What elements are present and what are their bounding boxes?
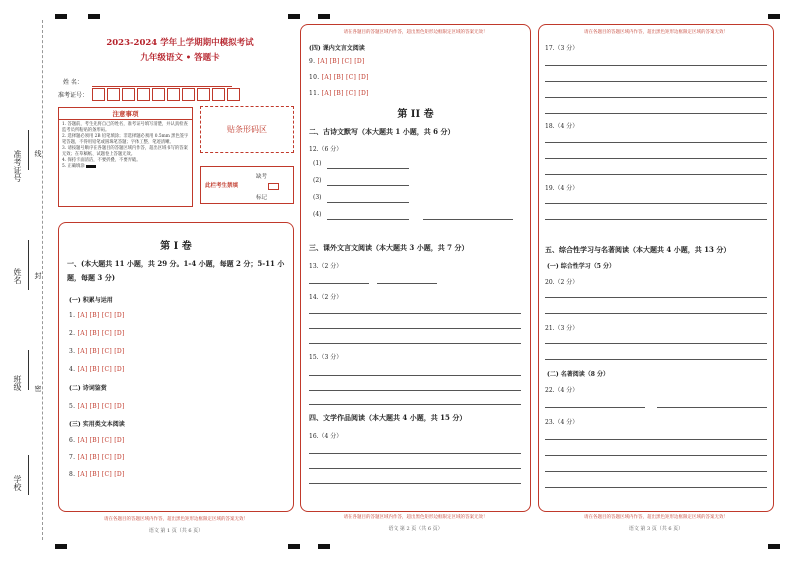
alignment-mark bbox=[288, 14, 300, 19]
q20-label: 20.（2 分） bbox=[545, 279, 579, 286]
absent-left-label: 此栏考生禁填 bbox=[205, 183, 239, 189]
side-label-mi: 密 bbox=[34, 385, 42, 392]
notice-item: 4. 保持卡面清洁，不要折叠、不要弄破。 bbox=[62, 158, 141, 163]
alignment-mark bbox=[318, 14, 330, 19]
mc-row-6[interactable]: 6. [A] [B] [C] [D] bbox=[69, 437, 125, 444]
answer-line[interactable] bbox=[545, 142, 767, 143]
q21-label: 21.（3 分） bbox=[545, 325, 579, 332]
page1-warning: 请在各题目的答题区域内作答，超出黑色矩形边框限定区域的答案无效！ bbox=[104, 517, 248, 522]
part2-title: 二、古诗文默写（本大题共 1 小题，共 6 分） bbox=[309, 127, 455, 136]
answer-line[interactable] bbox=[309, 328, 521, 329]
alignment-mark bbox=[55, 544, 67, 549]
barcode-area bbox=[200, 106, 294, 153]
answer-line[interactable] bbox=[309, 404, 521, 405]
q12-item-2: (2) bbox=[313, 177, 322, 184]
side-line bbox=[28, 455, 29, 495]
part3-title: 三、课外文言文阅读（本大题共 3 小题，共 7 分） bbox=[309, 243, 469, 252]
sub-a-title: (一) 综合性学习（5 分） bbox=[547, 263, 616, 270]
mc-row-11[interactable]: 11. [A] [B] [C] [D] bbox=[309, 90, 369, 97]
name-input-line[interactable] bbox=[92, 86, 232, 87]
q19-label: 19.（4 分） bbox=[545, 185, 579, 192]
notice-item-fill: 5. 正确填涂 bbox=[62, 164, 189, 170]
name-label: 姓 名： bbox=[63, 79, 83, 86]
sub-b-title: (二) 名著阅读（8 分） bbox=[547, 371, 610, 378]
side-line bbox=[28, 130, 29, 170]
answer-line[interactable] bbox=[309, 375, 521, 376]
id-box[interactable] bbox=[212, 88, 225, 101]
id-box[interactable] bbox=[152, 88, 165, 101]
answer-line[interactable] bbox=[309, 343, 521, 344]
mc-row-5[interactable]: 5. [A] [B] [C] [D] bbox=[69, 403, 125, 410]
q12-item-1: (1) bbox=[313, 160, 322, 167]
sub3-title: (三) 实用类文本阅读 bbox=[69, 421, 125, 428]
id-label: 准考证号： bbox=[58, 92, 89, 99]
q15-label: 15.（3 分） bbox=[309, 354, 343, 361]
mc-row-9[interactable]: 9. [A] [B] [C] [D] bbox=[309, 58, 365, 65]
q17-label: 17.（3 分） bbox=[545, 45, 579, 52]
notice-box bbox=[58, 107, 193, 207]
q12-item-3: (3) bbox=[313, 194, 322, 201]
answer-line[interactable] bbox=[545, 65, 767, 66]
page3-warning: 请在各题目的答题区域内作答，超出黑色矩形边框限定区域的答案无效！ bbox=[584, 515, 728, 520]
side-label-feng: 封 bbox=[34, 272, 42, 279]
page2-answer-panel bbox=[300, 24, 531, 512]
q14-label: 14.（2 分） bbox=[309, 294, 343, 301]
answer-line[interactable] bbox=[545, 81, 767, 82]
q13-label: 13.（2 分） bbox=[309, 263, 343, 270]
sub1-title: (一) 积累与运用 bbox=[69, 297, 113, 304]
answer-line[interactable] bbox=[657, 407, 767, 408]
side-line bbox=[28, 240, 29, 290]
answer-line[interactable] bbox=[327, 168, 409, 169]
side-line bbox=[28, 350, 29, 390]
sub2-title: (二) 诗词鉴赏 bbox=[69, 385, 107, 392]
side-label-xingming: 姓名 bbox=[13, 268, 22, 284]
side-label-xuexiao: 学校 bbox=[13, 475, 22, 491]
exam-subtitle: 九年级语文 • 答题卡 bbox=[140, 53, 220, 63]
answer-line[interactable] bbox=[545, 203, 767, 204]
q22-label: 22.（4 分） bbox=[545, 387, 579, 394]
q16-label: 16.（4 分） bbox=[309, 433, 343, 440]
page3-warning-top: 请在各题目的答题区域内作答，超出黑色矩形边框限定区域的答案无效！ bbox=[584, 30, 728, 35]
mc-row-2[interactable]: 2. [A] [B] [C] [D] bbox=[69, 330, 125, 337]
alignment-mark bbox=[55, 14, 67, 19]
answer-line[interactable] bbox=[327, 185, 409, 186]
answer-line[interactable] bbox=[545, 313, 767, 314]
alignment-mark bbox=[88, 14, 100, 19]
part1-title: 一、(本大题共 11 小题，共 29 分。1-4 小题，每题 2 分；5-11 小题，每题 3 分) bbox=[67, 259, 285, 282]
juan1-title: 第 I 卷 bbox=[160, 241, 192, 252]
answer-line[interactable] bbox=[309, 468, 521, 469]
answer-line[interactable] bbox=[309, 390, 521, 391]
answer-line[interactable] bbox=[309, 313, 521, 314]
exam-title: 2023-2024 学年上学期期中模拟考试 bbox=[106, 38, 254, 48]
id-box[interactable] bbox=[182, 88, 195, 101]
absent-top-label: 缺考 bbox=[256, 174, 268, 180]
answer-line[interactable] bbox=[423, 219, 513, 220]
mc-row-4[interactable]: 4. [A] [B] [C] [D] bbox=[69, 366, 125, 373]
absent-bottom-label: 标记 bbox=[256, 195, 268, 201]
answer-line[interactable] bbox=[545, 455, 767, 456]
answer-line[interactable] bbox=[545, 297, 767, 298]
answer-line[interactable] bbox=[309, 453, 521, 454]
notice-title: 注意事项 bbox=[59, 108, 192, 120]
answer-line[interactable] bbox=[545, 113, 767, 114]
page1-footer: 语文 第 1 页（共 6 页） bbox=[148, 528, 204, 534]
binding-dashed-line bbox=[42, 20, 43, 540]
answer-line[interactable] bbox=[545, 158, 767, 159]
page2-footer: 语文 第 2 页（共 6 页） bbox=[388, 526, 443, 532]
answer-line[interactable] bbox=[545, 343, 767, 344]
q23-label: 23.（4 分） bbox=[545, 419, 579, 426]
id-box[interactable] bbox=[122, 88, 135, 101]
id-box[interactable] bbox=[167, 88, 180, 101]
mc-row-7[interactable]: 7. [A] [B] [C] [D] bbox=[69, 454, 125, 461]
side-label-kaohao: 准考证号 bbox=[13, 150, 22, 182]
part5-title: 五、综合性学习与名著阅读（本大题共 4 小题，共 13 分） bbox=[545, 245, 731, 254]
absent-checkbox[interactable] bbox=[268, 183, 279, 190]
alignment-mark bbox=[768, 14, 780, 19]
absent-box bbox=[200, 166, 294, 204]
side-label-xian: 线 bbox=[34, 150, 42, 157]
answer-line[interactable] bbox=[545, 359, 767, 360]
page3-footer: 语文 第 3 页（共 6 页） bbox=[628, 526, 684, 532]
answer-line[interactable] bbox=[545, 439, 767, 440]
id-box[interactable] bbox=[227, 88, 240, 101]
mc-row-10[interactable]: 10. [A] [B] [C] [D] bbox=[309, 74, 369, 81]
answer-line[interactable] bbox=[545, 487, 767, 488]
mc-row-1[interactable]: 1. [A] [B] [C] [D] bbox=[69, 312, 125, 319]
alignment-mark bbox=[768, 544, 780, 549]
answer-line[interactable] bbox=[377, 283, 437, 284]
side-label-banji: 班级 bbox=[13, 375, 22, 391]
answer-line[interactable] bbox=[309, 283, 369, 284]
q12-label: 12.（6 分） bbox=[309, 146, 343, 153]
sub4-title: (四) 课内文言文阅读 bbox=[309, 45, 365, 52]
q12-item-4: (4) bbox=[313, 211, 322, 218]
barcode-label: 贴条形码区 bbox=[227, 125, 267, 134]
answer-line[interactable] bbox=[545, 174, 767, 175]
alignment-mark bbox=[288, 544, 300, 549]
id-box[interactable] bbox=[137, 88, 150, 101]
filled-mark-icon bbox=[86, 165, 96, 168]
answer-line[interactable] bbox=[327, 202, 409, 203]
notice-item: 2. 选择题必须用 2B 铅笔填涂；非选择题必须用 0.5mm 黑色签字笔答题，不得用铅笔或圆珠笔答题；字体工整、笔迹清晰。 bbox=[62, 134, 189, 145]
mc-row-3[interactable]: 3. [A] [B] [C] [D] bbox=[69, 348, 125, 355]
answer-line[interactable] bbox=[545, 97, 767, 98]
alignment-mark bbox=[318, 544, 330, 549]
id-box[interactable] bbox=[197, 88, 210, 101]
page2-warning-top: 请在各题目的答题区域内作答，超出黑色矩形边框限定区域的答案无效！ bbox=[343, 30, 488, 35]
answer-line[interactable] bbox=[327, 219, 409, 220]
answer-line[interactable] bbox=[309, 483, 521, 484]
answer-line[interactable] bbox=[545, 471, 767, 472]
answer-line[interactable] bbox=[545, 407, 645, 408]
page3-answer-panel bbox=[538, 24, 774, 512]
notice-item: 1. 答题前，考生先将自己的姓名，准考证号填写清楚，并认真检查监考员所粘贴的条形码。 bbox=[62, 122, 188, 133]
id-box[interactable] bbox=[107, 88, 120, 101]
id-boxes[interactable] bbox=[92, 88, 242, 101]
juan2-title: 第 II 卷 bbox=[397, 109, 434, 120]
notice-item: 3. 请按题号顺序在各题目的答题区域内作答，超出区域书写的答案无效；在草稿纸、试题卷上答题无效。 bbox=[62, 146, 188, 157]
part4-title: 四、文学作品阅读（本大题共 4 小题，共 15 分） bbox=[309, 413, 467, 422]
page2-warning: 请在各题目的答题区域内作答，超出黑色矩形边框限定区域的答案无效！ bbox=[343, 515, 488, 520]
page1-answer-panel bbox=[58, 222, 294, 512]
q18-label: 18.（4 分） bbox=[545, 123, 579, 130]
mc-row-8[interactable]: 8. [A] [B] [C] [D] bbox=[69, 471, 125, 478]
id-box[interactable] bbox=[92, 88, 105, 101]
answer-line[interactable] bbox=[545, 219, 767, 220]
